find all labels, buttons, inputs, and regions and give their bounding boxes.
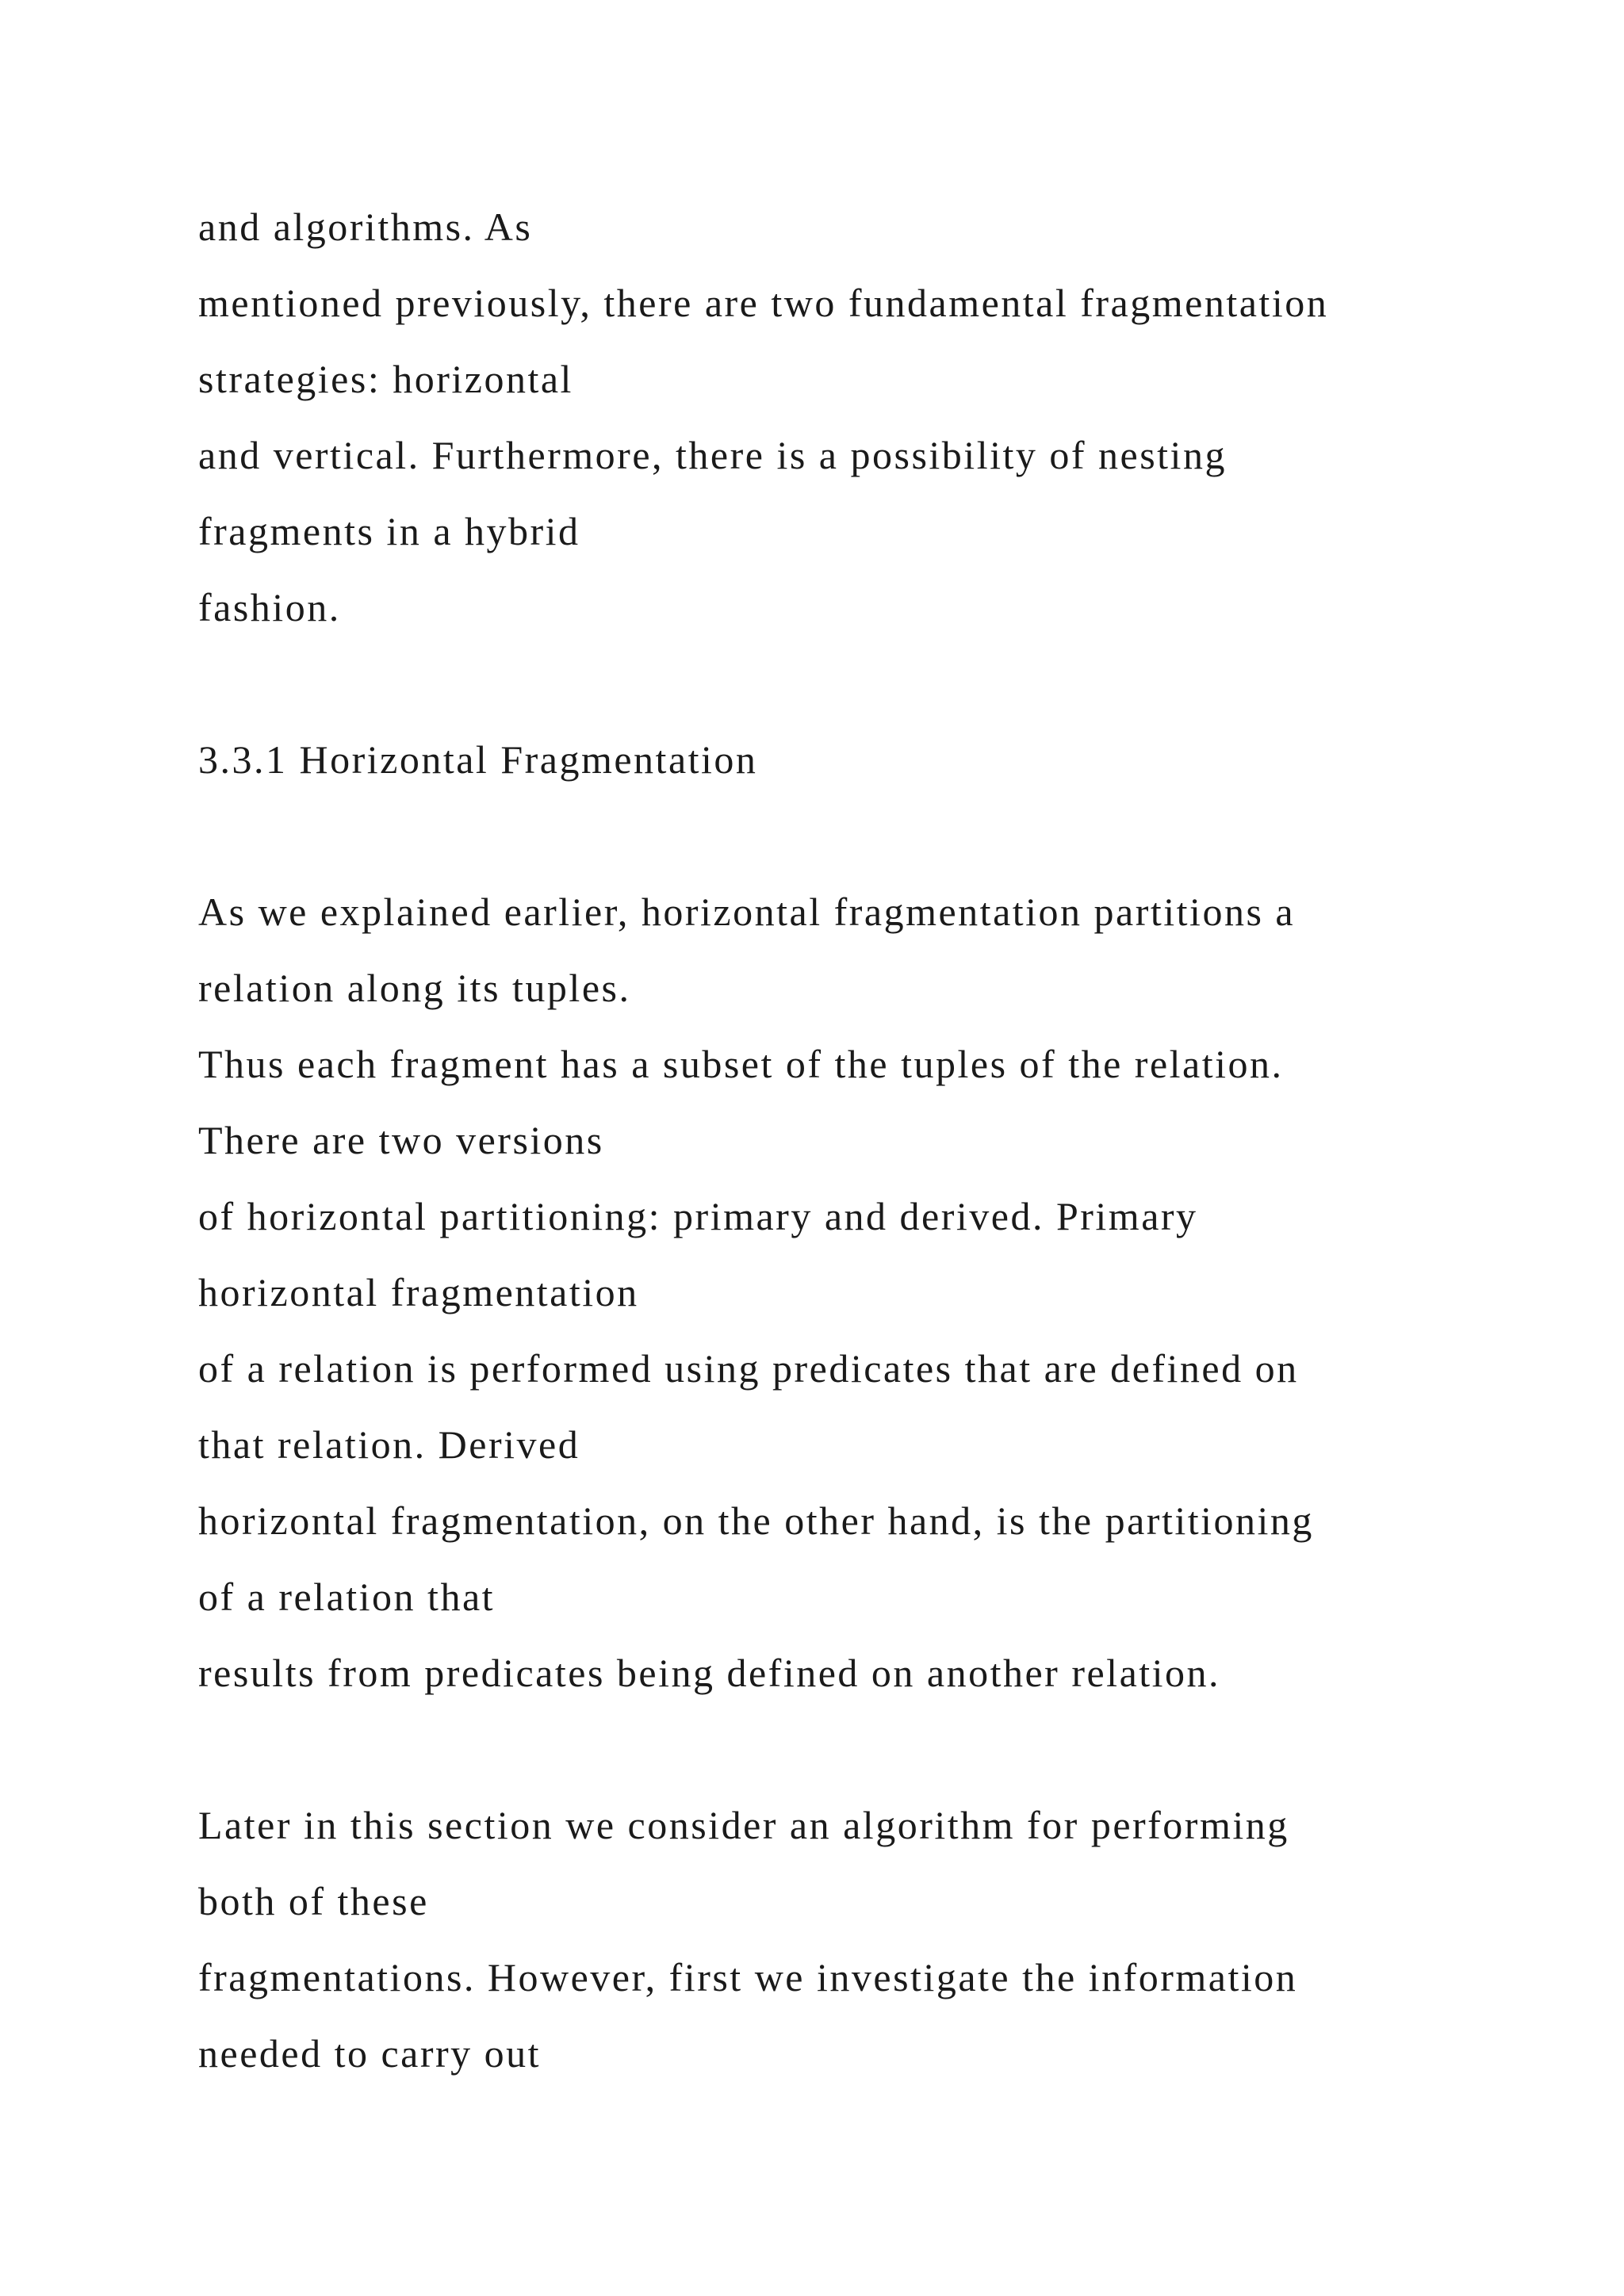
text-line: Later in this section we consider an algorithm for performing [198, 1803, 1289, 1847]
text-line: fragmentations. However, first we investigate the information [198, 1955, 1298, 1999]
text-line: both of these [198, 1879, 429, 1923]
section-heading: 3.3.1 Horizontal Fragmentation [198, 737, 758, 782]
body-text [198, 189, 1546, 2091]
text-line: horizontal fragmentation [198, 1270, 639, 1314]
text-line: horizontal fragmentation, on the other hand, is the partitioning [198, 1498, 1314, 1543]
text-line: results from predicates being defined on another relation. [198, 1651, 1221, 1695]
text-line: relation along its tuples. [198, 966, 631, 1010]
text-line: fragments in a hybrid [198, 509, 580, 553]
text-line: strategies: horizontal [198, 357, 573, 401]
text-line: that relation. Derived [198, 1422, 580, 1467]
blank-line [198, 645, 1546, 721]
text-line: As we explained earlier, horizontal fragmentation partitions a [198, 890, 1296, 934]
text-line: fashion. [198, 585, 341, 629]
text-line: of a relation is performed using predicates that are defined on [198, 1346, 1299, 1391]
text-line: of a relation that [198, 1575, 496, 1619]
text-line: needed to carry out [198, 2031, 542, 2076]
text-line: Thus each fragment has a subset of the tuples of the relation. [198, 1042, 1284, 1086]
text-line: of horizontal partitioning: primary and derived. Primary [198, 1194, 1198, 1238]
text-line: mentioned previously, there are two fundamental fragmentation [198, 281, 1329, 325]
blank-line [198, 1711, 1546, 1787]
text-line: and algorithms. As [198, 205, 533, 249]
text-line: There are two versions [198, 1118, 604, 1162]
text-line: and vertical. Furthermore, there is a possibility of nesting [198, 433, 1227, 477]
blank-line [198, 798, 1546, 874]
